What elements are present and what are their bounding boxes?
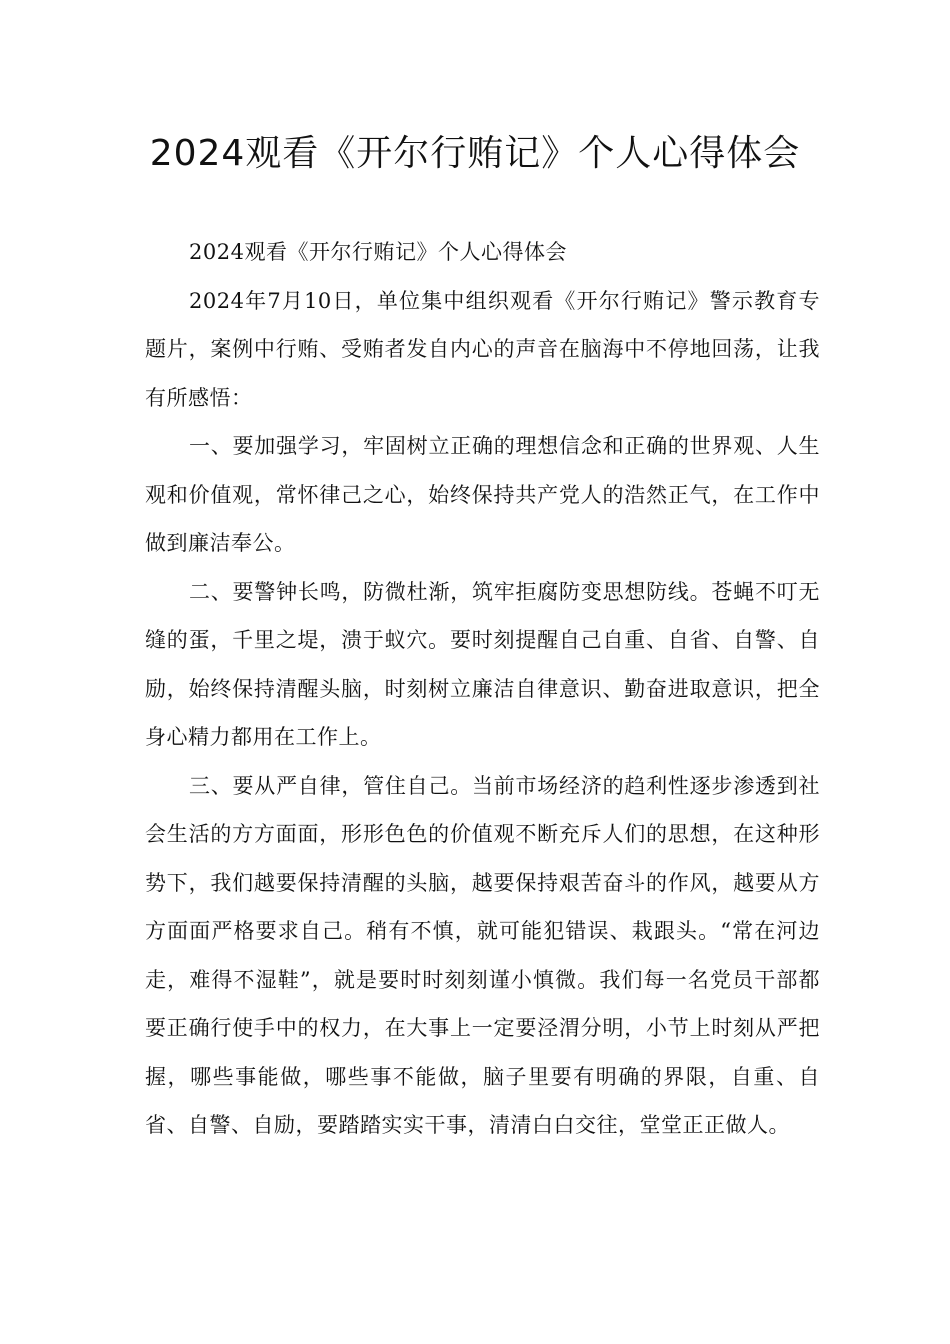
paragraph-intro: 2024年7月10日，单位集中组织观看《开尔行贿记》警示教育专题片，案例中行贿、受贿者发自内心的声音在脑海中不停地回荡，让我有所感悟： — [145, 288, 820, 410]
paragraph-point-three: 三、要从严自律，管住自己。当前市场经济的趋利性逐步渗透到社会生活的方方面面，形形色色的价值观不断充斥人们的思想，在这种形势下，我们越要保持清醒的头脑，越要保持艰苦奋斗的作风，越要从方方面面严格要求自己。稍有不慎，就可能犯错误、栽跟头。“常在河边走，难得不湿鞋”，就是要时时刻刻谨小慎微。我们每一名党员干部都要正确行使手中的权力，在大事上一定要泾渭分明，小节上时刻从严把握，哪些事能做，哪些事不能做，脑子里要有明确的界限，自重、自省、自警、自励，要踏踏实实干事，清清白白交往，堂堂正正做人。 — [145, 773, 820, 1137]
paragraph-subtitle: 2024观看《开尔行贿记》个人心得体会 — [189, 240, 567, 264]
paragraph-point-two: 二、要警钟长鸣，防微杜渐，筑牢拒腐防变思想防线。苍蝇不叮无缝的蛋，千里之堤，溃于蚁穴。要时刻提醒自己自重、自省、自警、自励，始终保持清醒头脑，时刻树立廉洁自律意识、勤奋进取意识，把全身心精力都用在工作上。 — [145, 579, 820, 749]
document-title: 2024观看《开尔行贿记》个人心得体会 — [149, 133, 801, 174]
paragraph-point-one: 一、要加强学习，牢固树立正确的理想信念和正确的世界观、人生观和价值观，常怀律己之心，始终保持共产党人的浩然正气，在工作中做到廉洁奉公。 — [145, 434, 820, 555]
document-body — [145, 228, 820, 1150]
